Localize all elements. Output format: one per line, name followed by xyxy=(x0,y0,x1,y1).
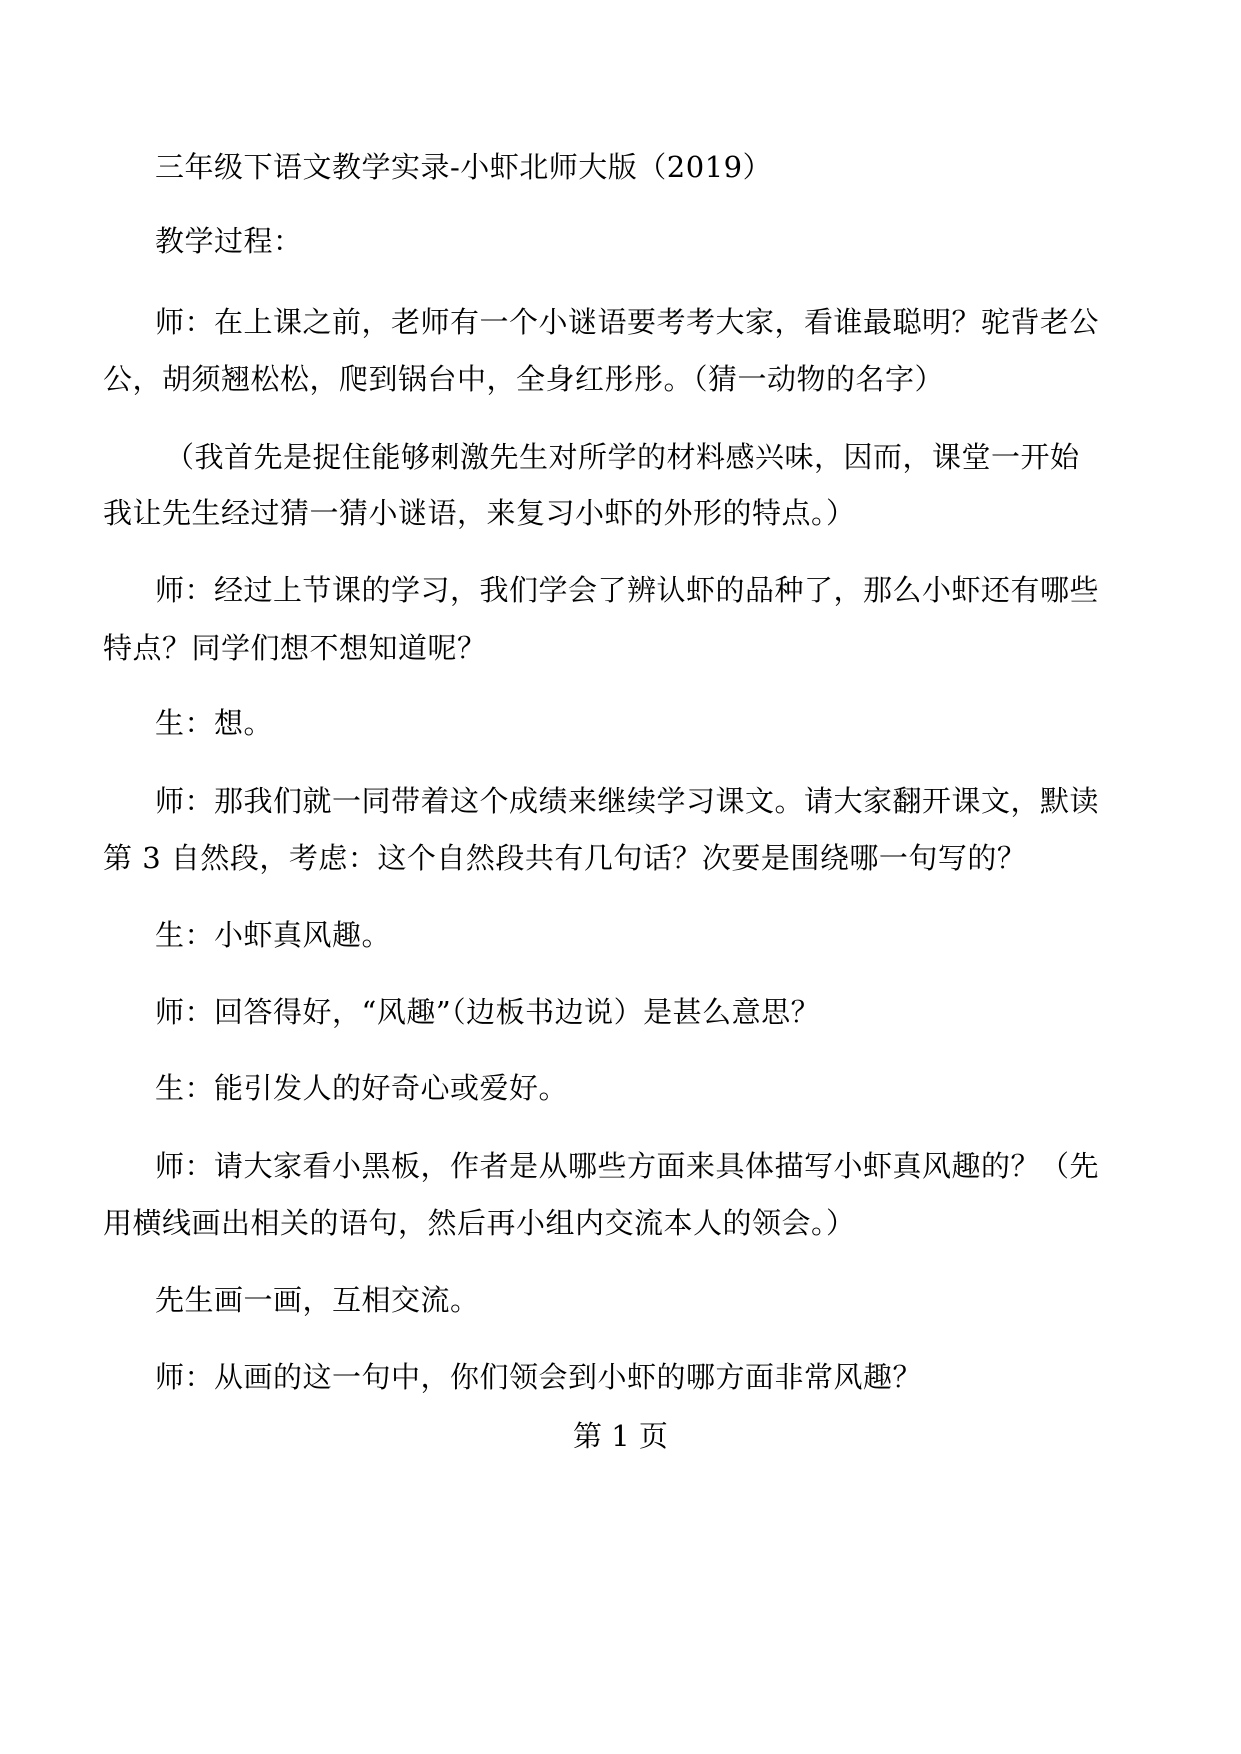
paragraph-line: 第 3 自然段，考虑：这个自然段共有几句话？次要是围绕哪一句写的？ xyxy=(103,841,1027,875)
page-number: 第 1 页 xyxy=(573,1419,668,1453)
paragraph-line: 我让先生经过猜一猜小谜语，来复习小虾的外形的特点。） xyxy=(103,496,856,530)
paragraph-line: 生：想。 xyxy=(155,706,274,740)
paragraph-line: 生：能引发人的好奇心或爱好。 xyxy=(155,1071,569,1105)
paragraph-line: 师：回答得好，“风趣”（边板书边说）是甚么意思？ xyxy=(155,995,821,1029)
paragraph-line: 生：小虾真风趣。 xyxy=(155,918,392,952)
paragraph-line: 师：经过上节课的学习，我们学会了辨认虾的品种了，那么小虾还有哪些 xyxy=(155,573,1100,607)
paragraph-line: 师：那我们就一同带着这个成绩来继续学习课文。请大家翻开课文，默读 xyxy=(155,784,1100,818)
section-heading: 教学过程： xyxy=(155,224,303,258)
paragraph-line: 用横线画出相关的语句，然后再小组内交流本人的领会。） xyxy=(103,1206,856,1240)
document-title: 三年级下语文教学实录-小虾北师大版（2019） xyxy=(155,150,773,184)
paragraph-line: 师：请大家看小黑板，作者是从哪些方面来具体描写小虾真风趣的？（先 xyxy=(155,1149,1100,1183)
paragraph-line: 师：从画的这一句中，你们领会到小虾的哪方面非常风趣？ xyxy=(155,1360,923,1394)
paragraph-line: 公，胡须翘松松，爬到锅台中，全身红彤彤。（猜一动物的名字） xyxy=(103,362,945,396)
paragraph-line: 特点？同学们想不想知道呢？ xyxy=(103,631,487,665)
paragraph-line: 先生画一画，互相交流。 xyxy=(155,1283,480,1317)
paragraph-line: （我首先是捉住能够刺激先生对所学的材料感兴味，因而，课堂一开始 xyxy=(165,440,1080,474)
paragraph-line: 师：在上课之前，老师有一个小谜语要考考大家，看谁最聪明？驼背老公 xyxy=(155,305,1100,339)
